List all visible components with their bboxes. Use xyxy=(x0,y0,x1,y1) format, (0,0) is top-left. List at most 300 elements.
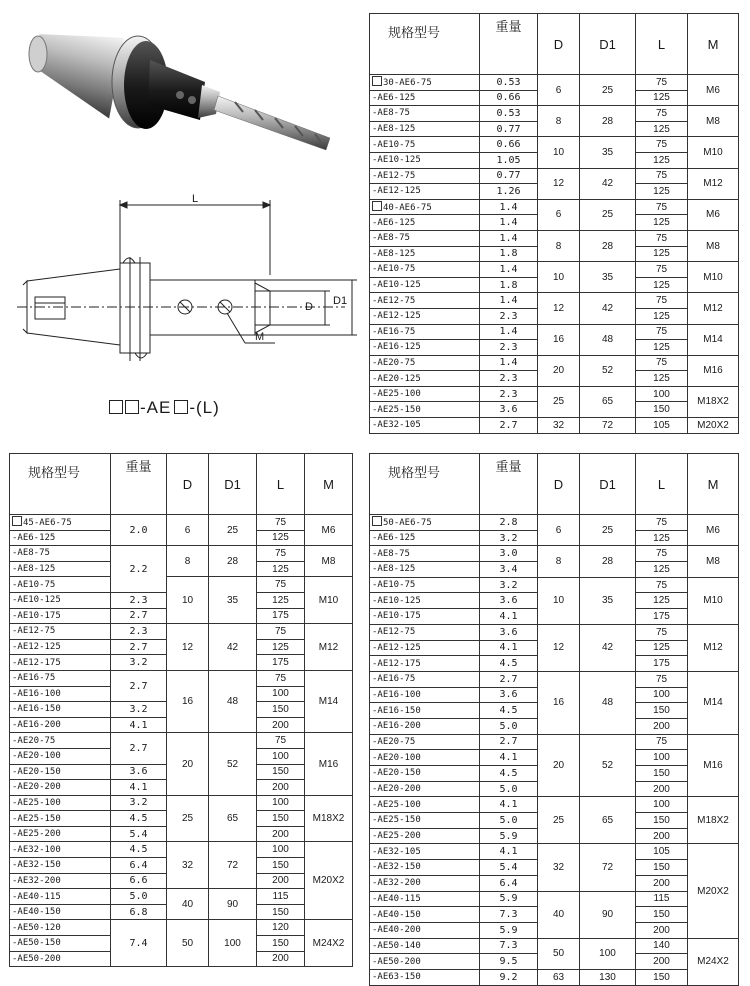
m-cell: M16 xyxy=(688,355,739,386)
l-header: L xyxy=(636,14,688,75)
m-cell: M20X2 xyxy=(305,842,353,920)
model-cell xyxy=(10,951,111,967)
l-cell: 150 xyxy=(636,813,688,829)
m-cell: M10 xyxy=(688,262,739,293)
model-name: -AE10-125 xyxy=(12,595,61,606)
model-cell xyxy=(10,702,111,718)
d-cell: 6 xyxy=(538,199,580,230)
model-cell xyxy=(370,609,480,625)
weight-cell: 0.66 xyxy=(480,137,538,153)
model-name: -AE10-125 xyxy=(372,280,421,291)
d1-cell: 28 xyxy=(580,546,636,577)
model-name: -AE32-105 xyxy=(372,420,421,431)
model-name: -AE10-125 xyxy=(372,155,421,166)
model-cell xyxy=(370,184,480,200)
l-cell: 100 xyxy=(257,748,305,764)
l-cell: 100 xyxy=(636,386,688,402)
model-name: -AE25-200 xyxy=(12,829,61,840)
m-cell: M12 xyxy=(688,168,739,199)
dim-d-label: D xyxy=(305,301,313,313)
l-cell: 115 xyxy=(257,889,305,905)
model-cell xyxy=(370,230,480,246)
weight-cell: 3.6 xyxy=(480,593,538,609)
table-row xyxy=(370,734,739,750)
l-cell: 75 xyxy=(636,106,688,122)
weight-cell: 3.6 xyxy=(480,624,538,640)
model-name: -AE20-150 xyxy=(12,766,61,777)
model-name: -AE40-200 xyxy=(372,925,421,936)
l-cell: 125 xyxy=(257,592,305,608)
d-cell: 12 xyxy=(538,168,580,199)
l-cell: 105 xyxy=(636,418,688,434)
d1-cell: 72 xyxy=(580,844,636,891)
model-cell xyxy=(10,686,111,702)
weight-cell: 4.5 xyxy=(480,656,538,672)
model-cell xyxy=(370,340,480,356)
model-name: -AE10-75 xyxy=(372,139,416,150)
d1-cell: 42 xyxy=(209,624,257,671)
model-cell xyxy=(370,137,480,153)
code-part-ae: -AE xyxy=(140,398,172,417)
l-cell: 75 xyxy=(636,75,688,91)
model-name: -AE32-200 xyxy=(12,875,61,886)
weight-cell: 0.66 xyxy=(480,90,538,106)
model-cell xyxy=(370,813,480,829)
model-cell xyxy=(370,75,480,91)
model-name: 50-AE6-75 xyxy=(383,518,432,529)
m-cell: M6 xyxy=(688,199,739,230)
model-cell xyxy=(370,624,480,640)
weight-cell: 5.4 xyxy=(480,860,538,876)
m-cell: M12 xyxy=(688,624,739,671)
d1-cell: 65 xyxy=(580,797,636,844)
model-name: -AE12-125 xyxy=(372,311,421,322)
table-row xyxy=(370,624,739,640)
model-name: -AE16-200 xyxy=(372,721,421,732)
table-row xyxy=(370,515,739,531)
d-cell: 6 xyxy=(538,75,580,106)
model-name: -AE16-150 xyxy=(12,704,61,715)
l-cell: 125 xyxy=(636,562,688,578)
model-name: -AE16-75 xyxy=(372,326,416,337)
weight-cell: 2.2 xyxy=(111,546,167,593)
model-cell xyxy=(370,293,480,309)
d1-cell: 28 xyxy=(209,546,257,577)
weight-cell: 1.4 xyxy=(480,215,538,231)
model-cell xyxy=(10,670,111,686)
m-cell: M8 xyxy=(305,546,353,577)
weight-cell: 4.1 xyxy=(111,780,167,796)
model-name: 45-AE6-75 xyxy=(23,518,72,529)
l-cell: 75 xyxy=(257,624,305,640)
model-name: -AE8-125 xyxy=(12,564,56,575)
model-name: -AE16-200 xyxy=(12,720,61,731)
table-row xyxy=(370,293,739,309)
d1-cell: 48 xyxy=(209,670,257,732)
d1-cell: 100 xyxy=(209,920,257,967)
weight-cell: 2.3 xyxy=(480,340,538,356)
weight-cell: 4.1 xyxy=(480,797,538,813)
l-cell: 150 xyxy=(636,907,688,923)
weight-cell: 0.77 xyxy=(480,121,538,137)
l-cell: 150 xyxy=(636,860,688,876)
d-cell: 20 xyxy=(538,734,580,797)
model-name: -AE6-125 xyxy=(372,217,416,228)
weight-cell: 2.3 xyxy=(111,592,167,608)
model-name: -AE50-120 xyxy=(12,922,61,933)
model-cell xyxy=(10,561,111,577)
model-cell xyxy=(10,608,111,624)
model-name: -AE50-200 xyxy=(372,956,421,967)
model-name: -AE25-100 xyxy=(372,799,421,810)
weight-cell: 1.8 xyxy=(480,277,538,293)
model-name: -AE8-125 xyxy=(372,248,416,259)
weight-cell: 3.2 xyxy=(480,530,538,546)
model-name: -AE25-100 xyxy=(12,797,61,808)
weight-cell: 5.0 xyxy=(480,718,538,734)
weight-cell: 9.5 xyxy=(480,954,538,970)
d-cell: 10 xyxy=(538,262,580,293)
l-cell: 200 xyxy=(636,954,688,970)
l-cell: 100 xyxy=(636,687,688,703)
weight-cell: 0.77 xyxy=(480,168,538,184)
l-cell: 150 xyxy=(257,936,305,952)
model-cell xyxy=(370,530,480,546)
weight-cell: 4.1 xyxy=(111,717,167,733)
l-cell: 200 xyxy=(257,873,305,889)
weight-cell: 9.2 xyxy=(480,969,538,985)
model-cell xyxy=(370,515,480,531)
d-header: D xyxy=(167,454,209,515)
model-cell xyxy=(370,954,480,970)
table-row xyxy=(370,671,739,687)
l-cell: 125 xyxy=(257,530,305,546)
l-cell: 200 xyxy=(257,826,305,842)
placeholder-box xyxy=(125,400,139,414)
model-cell xyxy=(370,262,480,278)
l-cell: 125 xyxy=(257,561,305,577)
model-name: -AE12-175 xyxy=(12,657,61,668)
d-cell: 50 xyxy=(538,938,580,969)
m-cell: M14 xyxy=(305,670,353,732)
model-cell xyxy=(10,655,111,671)
table-row xyxy=(10,546,353,562)
d-cell: 32 xyxy=(538,844,580,891)
model-name: -AE8-75 xyxy=(12,548,50,559)
l-cell: 75 xyxy=(257,670,305,686)
d1-cell: 35 xyxy=(580,262,636,293)
model-cell xyxy=(370,687,480,703)
l-cell: 175 xyxy=(636,656,688,672)
model-name: -AE12-125 xyxy=(12,642,61,653)
weight-header: 重量 xyxy=(480,14,538,75)
model-name: -AE16-100 xyxy=(12,688,61,699)
weight-cell: 0.53 xyxy=(480,75,538,91)
model-cell xyxy=(370,199,480,215)
l-cell: 100 xyxy=(636,797,688,813)
d-cell: 16 xyxy=(167,670,209,732)
model-name: -AE10-175 xyxy=(372,611,421,622)
model-cell xyxy=(370,907,480,923)
model-name: -AE10-125 xyxy=(372,595,421,606)
d-cell: 6 xyxy=(167,515,209,546)
l-cell: 150 xyxy=(636,766,688,782)
weight-cell: 2.7 xyxy=(480,734,538,750)
m-header: M xyxy=(305,454,353,515)
weight-cell: 4.1 xyxy=(480,609,538,625)
model-cell xyxy=(10,858,111,874)
placeholder-box xyxy=(372,201,382,211)
placeholder-box xyxy=(12,516,22,526)
l-cell: 200 xyxy=(636,781,688,797)
model-name: -AE16-75 xyxy=(372,674,416,685)
table-row xyxy=(10,624,353,640)
m-cell: M12 xyxy=(688,293,739,324)
code-part-l: -(L) xyxy=(189,398,220,417)
model-name: -AE12-175 xyxy=(372,658,421,669)
d1-cell: 48 xyxy=(580,324,636,355)
weight-cell: 4.5 xyxy=(480,766,538,782)
d-cell: 32 xyxy=(167,842,209,889)
d-cell: 10 xyxy=(167,577,209,624)
model-cell xyxy=(10,592,111,608)
weight-cell: 1.4 xyxy=(480,262,538,278)
l-cell: 125 xyxy=(636,308,688,324)
d1-cell: 65 xyxy=(209,795,257,842)
model-name: -AE20-125 xyxy=(372,373,421,384)
model-name: -AE20-100 xyxy=(12,751,61,762)
model-cell xyxy=(370,152,480,168)
model-cell xyxy=(370,938,480,954)
l-cell: 150 xyxy=(257,904,305,920)
dim-m-label: M xyxy=(255,331,265,343)
m-cell: M8 xyxy=(688,546,739,577)
dimension-diagram xyxy=(15,185,365,395)
model-cell xyxy=(370,546,480,562)
model-name: -AE12-75 xyxy=(372,627,416,638)
l-header: L xyxy=(257,454,305,515)
model-name: 30-AE6-75 xyxy=(383,78,432,89)
d1-cell: 28 xyxy=(580,230,636,261)
table-row xyxy=(10,733,353,749)
model-name: -AE32-200 xyxy=(372,878,421,889)
table-row xyxy=(10,670,353,686)
d-cell: 10 xyxy=(538,137,580,168)
l-cell: 200 xyxy=(636,922,688,938)
l-cell: 75 xyxy=(636,355,688,371)
model-cell xyxy=(370,355,480,371)
model-cell xyxy=(10,811,111,827)
model-name: -AE25-150 xyxy=(12,813,61,824)
model-name: -AE20-75 xyxy=(372,357,416,368)
model-name: -AE12-125 xyxy=(372,186,421,197)
model-cell xyxy=(370,734,480,750)
d1-cell: 25 xyxy=(580,199,636,230)
d-cell: 6 xyxy=(538,515,580,546)
d-cell: 40 xyxy=(167,889,209,920)
model-name: -AE8-125 xyxy=(372,564,416,575)
weight-cell: 1.8 xyxy=(480,246,538,262)
m-header: M xyxy=(688,454,739,515)
model-cell xyxy=(370,969,480,985)
placeholder-box xyxy=(109,400,123,414)
model-cell xyxy=(370,577,480,593)
weight-cell: 6.4 xyxy=(111,858,167,874)
d1-header: D1 xyxy=(209,454,257,515)
l-cell: 75 xyxy=(636,262,688,278)
m-cell: M24X2 xyxy=(688,938,739,985)
spec-table-30-40 xyxy=(369,13,738,434)
model-cell xyxy=(10,624,111,640)
model-name: -AE25-200 xyxy=(372,831,421,842)
l-cell: 175 xyxy=(636,609,688,625)
d1-cell: 48 xyxy=(580,671,636,734)
l-cell: 150 xyxy=(257,858,305,874)
m-cell: M16 xyxy=(688,734,739,797)
d1-cell: 100 xyxy=(580,938,636,969)
d-cell: 12 xyxy=(538,624,580,671)
table-row xyxy=(370,418,739,434)
weight-header: 重量 xyxy=(480,454,538,515)
d-cell: 12 xyxy=(167,624,209,671)
weight-cell: 2.7 xyxy=(480,418,538,434)
l-cell: 75 xyxy=(636,734,688,750)
placeholder-box xyxy=(372,516,382,526)
weight-cell: 3.2 xyxy=(111,655,167,671)
l-cell: 120 xyxy=(257,920,305,936)
table-row xyxy=(370,546,739,562)
weight-cell: 6.6 xyxy=(111,873,167,889)
model-name: -AE10-75 xyxy=(12,579,56,590)
model-name: -AE10-75 xyxy=(372,580,416,591)
model-name: -AE16-150 xyxy=(372,705,421,716)
model-cell xyxy=(370,215,480,231)
model-name: -AE40-150 xyxy=(372,909,421,920)
d-cell: 8 xyxy=(538,230,580,261)
m-header: M xyxy=(688,14,739,75)
weight-cell: 4.1 xyxy=(480,750,538,766)
model-code-formula xyxy=(108,398,220,418)
model-cell xyxy=(10,795,111,811)
model-cell xyxy=(10,842,111,858)
d-header: D xyxy=(538,454,580,515)
model-cell xyxy=(370,640,480,656)
model-cell xyxy=(370,671,480,687)
d-cell: 25 xyxy=(167,795,209,842)
model-cell xyxy=(10,889,111,905)
model-name: -AE12-125 xyxy=(372,642,421,653)
l-cell: 125 xyxy=(636,121,688,137)
weight-cell: 5.0 xyxy=(480,781,538,797)
model-name: -AE12-75 xyxy=(12,626,56,637)
l-cell: 75 xyxy=(257,515,305,531)
m-cell: M8 xyxy=(688,230,739,261)
d-cell: 10 xyxy=(538,577,580,624)
model-name: -AE50-140 xyxy=(372,940,421,951)
dim-l-label: L xyxy=(192,193,199,205)
model-name: -AE32-100 xyxy=(12,844,61,855)
l-cell: 150 xyxy=(257,764,305,780)
d-cell: 8 xyxy=(167,546,209,577)
model-name: -AE40-150 xyxy=(12,907,61,918)
l-cell: 125 xyxy=(636,371,688,387)
l-cell: 150 xyxy=(636,402,688,418)
l-cell: 75 xyxy=(636,293,688,309)
model-cell xyxy=(10,873,111,889)
weight-cell: 1.4 xyxy=(480,355,538,371)
l-cell: 100 xyxy=(257,686,305,702)
l-cell: 150 xyxy=(636,969,688,985)
l-cell: 175 xyxy=(257,608,305,624)
weight-cell: 3.0 xyxy=(480,546,538,562)
model-name: -AE20-200 xyxy=(12,782,61,793)
model-cell xyxy=(370,844,480,860)
l-cell: 75 xyxy=(636,137,688,153)
model-name: -AE6-125 xyxy=(372,92,416,103)
model-cell xyxy=(370,562,480,578)
m-cell: M6 xyxy=(688,515,739,546)
weight-cell: 5.4 xyxy=(111,826,167,842)
m-cell: M18X2 xyxy=(688,386,739,417)
m-cell: M24X2 xyxy=(305,920,353,967)
l-cell: 140 xyxy=(636,938,688,954)
d1-cell: 52 xyxy=(580,734,636,797)
d1-cell: 65 xyxy=(580,386,636,417)
l-cell: 100 xyxy=(636,750,688,766)
model-cell xyxy=(10,780,111,796)
model-cell xyxy=(370,718,480,734)
model-name: -AE20-100 xyxy=(372,752,421,763)
d1-cell: 35 xyxy=(580,137,636,168)
m-cell: M18X2 xyxy=(688,797,739,844)
model-cell xyxy=(370,418,480,434)
l-cell: 150 xyxy=(257,811,305,827)
l-cell: 150 xyxy=(636,703,688,719)
model-cell xyxy=(370,402,480,418)
weight-cell: 1.4 xyxy=(480,293,538,309)
m-cell: M16 xyxy=(305,733,353,795)
weight-cell: 1.4 xyxy=(480,324,538,340)
model-name: -AE25-150 xyxy=(372,404,421,415)
model-name: -AE40-115 xyxy=(372,893,421,904)
l-cell: 200 xyxy=(636,875,688,891)
placeholder-box xyxy=(174,400,188,414)
l-cell: 125 xyxy=(257,639,305,655)
table-row xyxy=(370,262,739,278)
d1-cell: 52 xyxy=(209,733,257,795)
weight-cell: 5.0 xyxy=(480,813,538,829)
l-cell: 125 xyxy=(636,90,688,106)
l-cell: 125 xyxy=(636,184,688,200)
l-cell: 75 xyxy=(636,199,688,215)
d1-cell: 90 xyxy=(209,889,257,920)
l-cell: 125 xyxy=(636,277,688,293)
l-cell: 175 xyxy=(257,655,305,671)
weight-cell: 5.9 xyxy=(480,828,538,844)
model-name: -AE8-75 xyxy=(372,233,410,244)
weight-cell: 3.2 xyxy=(111,702,167,718)
model-name: -AE10-175 xyxy=(12,610,61,621)
weight-cell: 4.5 xyxy=(480,703,538,719)
model-name: -AE8-75 xyxy=(372,108,410,119)
table-row xyxy=(10,889,353,905)
model-header: 规格型号 xyxy=(10,454,111,515)
l-cell: 125 xyxy=(636,152,688,168)
d1-header: D1 xyxy=(580,14,636,75)
l-cell: 125 xyxy=(636,246,688,262)
table-row xyxy=(10,842,353,858)
placeholder-box xyxy=(372,76,382,86)
